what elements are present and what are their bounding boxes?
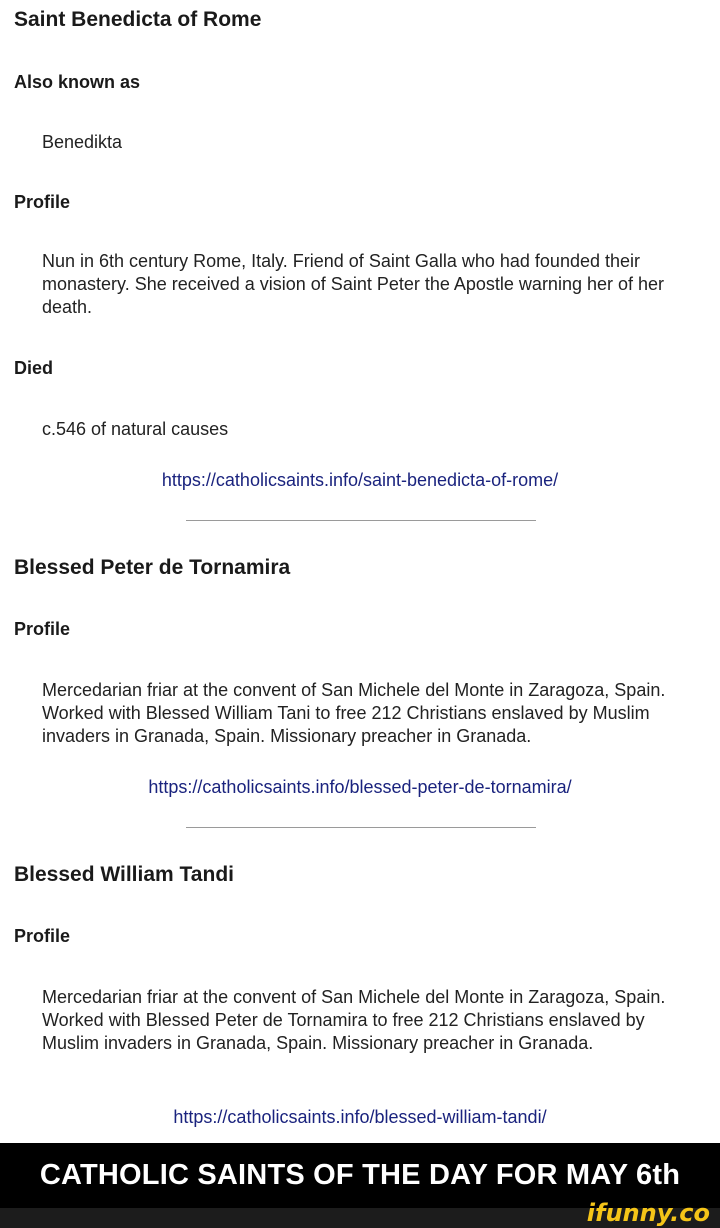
link-william[interactable]: https://catholicsaints.info/blessed-william-tandi/ xyxy=(173,1107,547,1127)
profile-text-benedicta: Nun in 6th century Rome, Italy. Friend of Saint Galla who had founded their monastery. She received a vision of Saint Peter the Apostle warning her of her death. xyxy=(42,251,665,317)
profile-label-william: Profile xyxy=(14,926,71,946)
caption-banner: CATHOLIC SAINTS OF THE DAY FOR MAY 6th xyxy=(0,1143,720,1208)
profile-text-william: Mercedarian friar at the convent of San Michele del Monte in Zaragoza, Spain. Worked with Blessed Peter de Tornamira to free 212 Christians enslaved by Muslim invaders in Granada, Spain. Missionary preacher in Granada. xyxy=(42,987,666,1053)
ifunny-watermark-logo: ifunny.co xyxy=(586,1199,710,1227)
saint-title-william: Blessed William Tandi xyxy=(14,863,234,886)
profile-text-peter: Mercedarian friar at the convent of San Michele del Monte in Zaragoza, Spain. Worked with Blessed William Tani to free 212 Christians enslaved by Muslim invaders in Granada, Spain. Missionary preacher in Granada. xyxy=(42,680,666,746)
link-benedicta[interactable]: https://catholicsaints.info/saint-benedicta-of-rome/ xyxy=(161,470,559,490)
saint-title-benedicta: Saint Benedicta of Rome xyxy=(14,8,262,31)
saint-title-peter: Blessed Peter de Tornamira xyxy=(14,556,291,579)
died-label: Died xyxy=(14,358,54,378)
profile-label-peter: Profile xyxy=(14,619,71,639)
aka-label: Also known as xyxy=(14,72,141,92)
divider xyxy=(186,827,536,828)
divider xyxy=(186,520,536,521)
aka-value: Benedikta xyxy=(42,132,123,152)
link-peter[interactable]: https://catholicsaints.info/blessed-peter-de-tornamira/ xyxy=(148,777,572,797)
died-value: c.546 of natural causes xyxy=(42,419,229,439)
profile-label-benedicta: Profile xyxy=(14,192,71,212)
